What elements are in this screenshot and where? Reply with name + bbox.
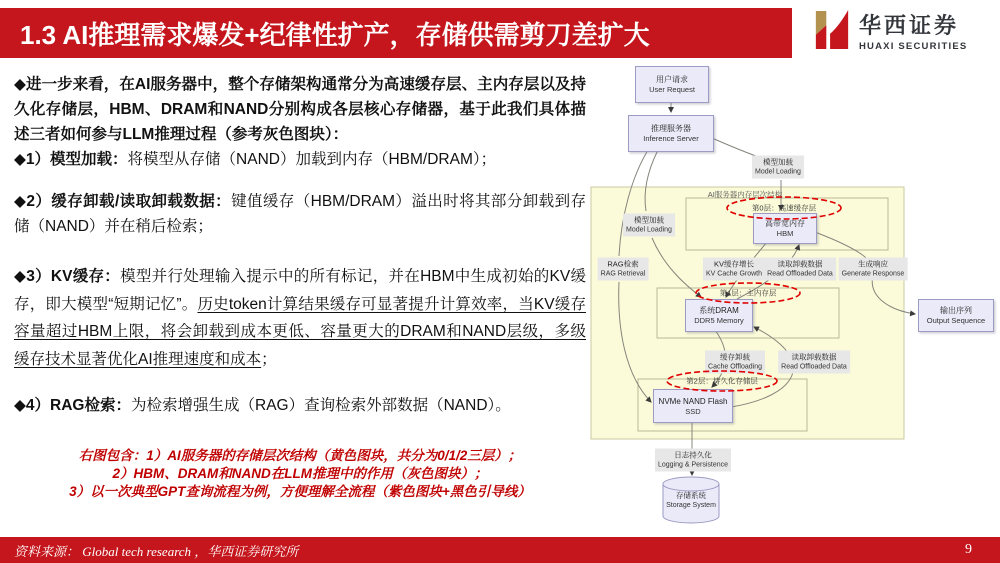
p2-text: 将模型从存储（NAND）加载到内存（HBM/DRAM）； xyxy=(127,151,497,168)
logo-text xyxy=(859,9,967,52)
label-kv-cache-growth: KV缓存增长 KV Cache Growth xyxy=(703,258,765,281)
title-bar xyxy=(0,8,792,58)
p3-lead: ◆2）缓存卸载/读取卸载数据： xyxy=(14,193,232,210)
storage-cylinder-top xyxy=(663,477,719,491)
label-read-offloaded-data-1: 读取卸载数据 Read Offloaded Data xyxy=(764,258,836,281)
page-number: 9 xyxy=(965,542,972,557)
p4-underlined-text: 历史token计算结果缓存可显著提升计算效率，当KV缓存容量超过HBM上限，将会卸载到成本更低、容量更大的DRAM和NAND层级，多级缓存技术显著优化AI推理速度和成本 xyxy=(14,295,586,368)
p4-text: 模型并行处理输入提示中的所有标记，并在HBM中生成初始的KV缓存，即大模型“短期记忆”。 xyxy=(14,268,586,313)
label-generate-response: 生成响应 Generate Response xyxy=(839,258,908,281)
architecture-diagram xyxy=(585,60,1000,537)
layer2-label: 第2层：持久化存储层 xyxy=(686,376,758,386)
node-user-request: 用户请求 User Request xyxy=(635,66,709,103)
p5-lead: ◆4）RAG检索： xyxy=(14,397,131,414)
label-model-loading-left: 模型加载 Model Loading xyxy=(623,214,675,237)
p3-text: 键值缓存（HBM/DRAM）溢出时将其部分卸载到存储（NAND）并在稍后检索； xyxy=(14,193,586,235)
label-logging-persistence: 日志持久化 Logging & Persistence xyxy=(655,449,731,472)
label-cache-offloading: 缓存卸载 Cache Offloading xyxy=(705,351,765,374)
node-output-sequence: 输出序列 Output Sequence xyxy=(918,299,994,332)
figure-note-1: 右图包含：1）AI服务器的存储层次结构（黄色图块，共分为0/1/2三层）； xyxy=(78,448,522,463)
hierarchy-title: AI服务器内存层次结构 xyxy=(707,190,783,199)
paragraph-model-loading xyxy=(14,147,586,172)
footer xyxy=(0,537,1000,563)
node-inference-server: 推理服务器 Inference Server xyxy=(628,115,714,152)
brand-logo xyxy=(795,0,1000,60)
body-text xyxy=(14,72,586,501)
figure-note-2: 2）HBM、DRAM和NAND在LLM推理中的作用（灰色图块）； xyxy=(112,466,488,481)
paragraph-rag xyxy=(14,393,586,418)
node-storage-system: 存储系统 Storage System xyxy=(666,491,716,509)
p2-lead: ◆1）模型加载： xyxy=(14,151,128,168)
paragraph-cache-offload xyxy=(14,189,586,239)
p4-tail: ； xyxy=(261,350,277,368)
layer0-label: 第0层：高速缓存层 xyxy=(751,203,817,213)
source-text: 资料来源： Global tech research ，华西证券研究所 xyxy=(14,543,299,559)
figure-notes xyxy=(14,447,586,501)
layer1-label: 第1层：主内存层 xyxy=(719,288,777,298)
node-dram: 系统DRAM DDR5 Memory xyxy=(685,299,753,332)
paragraph-kv-cache xyxy=(14,263,586,373)
paragraph-overview xyxy=(14,72,586,147)
p4-lead: ◆3）KV缓存： xyxy=(14,268,121,285)
logo-name-cn: 华西证券 xyxy=(859,12,960,38)
label-model-loading-top: 模型加载 Model Loading xyxy=(752,156,804,179)
page-title: 1.3 AI推理需求爆发+纪律性扩产，存储供需剪刀差扩大 xyxy=(20,19,650,50)
logo-name-en: HUAXI SECURITIES xyxy=(859,40,968,52)
figure-note-3: 3）以一次典型GPT查询流程为例，方便理解全流程（紫色图块+黑色引导线） xyxy=(69,484,531,499)
overview-text: ◆进一步来看，在AI服务器中，整个存储架构通常分为高速缓存层、主内存层以及持久化存储层，HBM、DRAM和NAND分别构成各层核心存储器，基于此我们具体描述三者如何参与LLM推理过程（参考灰色图块）： xyxy=(14,76,586,143)
huaxi-logo-icon xyxy=(813,9,851,51)
node-nvme-ssd: NVMe NAND Flash SSD xyxy=(653,389,733,423)
label-rag-retrieval: RAG检索 RAG Retrieval xyxy=(598,258,649,281)
node-hbm: 高带宽内存 HBM xyxy=(753,213,817,244)
p5-text: 为检索增强生成（RAG）查询检索外部数据（NAND）。 xyxy=(131,397,511,414)
label-read-offloaded-data-2: 读取卸载数据 Read Offloaded Data xyxy=(778,351,850,374)
